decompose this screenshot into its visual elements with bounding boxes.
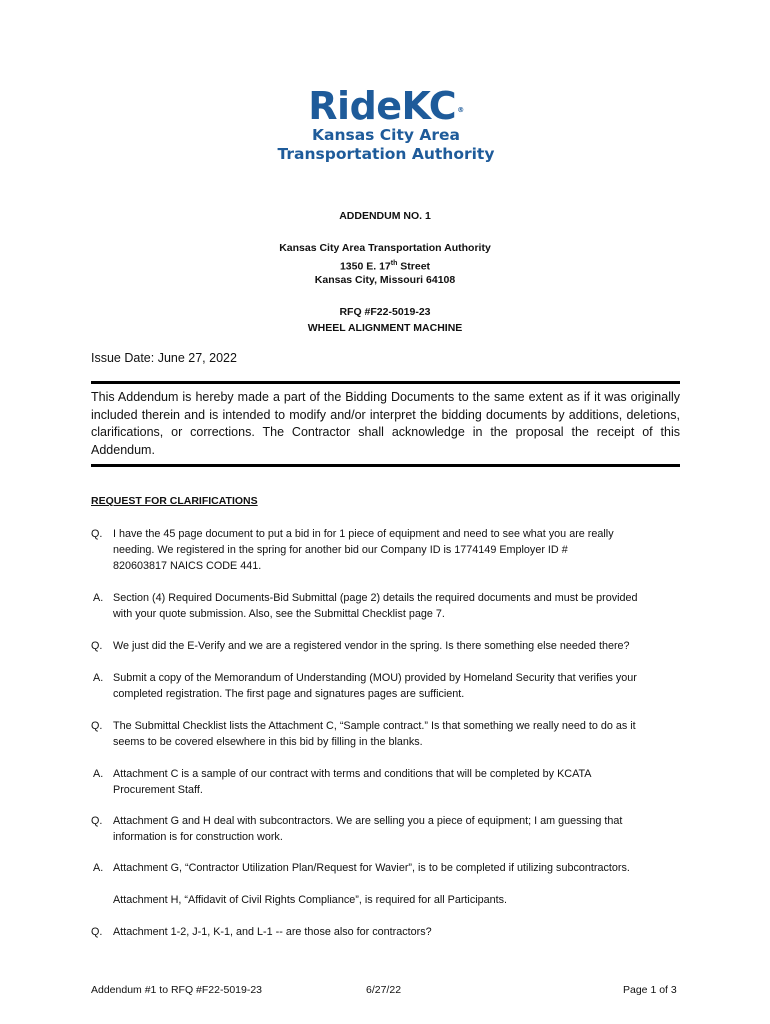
intro-paragraph: This Addendum is hereby made a part of the Bidding Documents to the same extent as if it was originally included therein and is intended to modify and/or interpret the bidding documents by additions, deletions, clarifications, or corrections. The Contractor shall acknowledge in the proposal the receipt of this Addendum. <box>91 390 680 457</box>
qa-text-line: Procurement Staff. <box>113 784 203 796</box>
logo-line-2: Transportation Authority <box>277 145 495 163</box>
qa-text-line: seems to be covered elsewhere in this bid by filling in the blanks. <box>113 736 423 748</box>
qa-text-line: completed registration. The first page and signatures pages are sufficient. <box>113 688 465 700</box>
question-label: Q. <box>91 720 103 732</box>
qa-item <box>91 813 691 845</box>
qa-text <box>113 590 691 622</box>
qa-item <box>91 526 691 574</box>
qa-text-line: Attachment 1-2, J-1, K-1, and L-1 -- are those also for contractors? <box>113 926 432 938</box>
project-title: WHEEL ALIGNMENT MACHINE <box>307 322 463 334</box>
qa-text <box>113 670 691 702</box>
footer-left: Addendum #1 to RFQ #F22-5019-23 <box>91 984 263 996</box>
bottom-divider <box>91 464 680 467</box>
qa-item <box>91 638 691 654</box>
question-label: Q. <box>91 926 103 938</box>
qa-text-line: Section (4) Required Documents-Bid Submittal (page 2) details the required documents and must be provided <box>113 592 638 604</box>
qa-item <box>91 670 691 702</box>
qa-item <box>91 892 691 908</box>
qa-item <box>91 718 691 750</box>
addendum-title: ADDENDUM NO. 1 <box>339 210 431 222</box>
org-name: Kansas City Area Transportation Authority <box>279 242 491 254</box>
qa-text <box>113 813 691 845</box>
qa-text <box>113 860 691 876</box>
qa-item <box>91 924 691 940</box>
qa-text <box>113 924 691 940</box>
answer-label: A. <box>93 672 104 684</box>
qa-text-line: Attachment C is a sample of our contract with terms and conditions that will be completed by KCATA <box>113 768 592 780</box>
qa-text <box>113 638 691 654</box>
ridekc-logo <box>275 86 497 164</box>
qa-text-line: Attachment G, “Contractor Utilization Plan/Request for Wavier”, is to be completed if utilizing subcontractors. <box>113 862 630 874</box>
answer-label: A. <box>93 768 104 780</box>
section-title: REQUEST FOR CLARIFICATIONS <box>91 495 258 507</box>
rfq-number: RFQ #F22-5019-23 <box>339 306 431 318</box>
qa-text-line: Submit a copy of the Memorandum of Understanding (MOU) provided by Homeland Security that verifies your <box>113 672 637 684</box>
footer-date: 6/27/22 <box>366 984 402 996</box>
top-divider <box>91 381 680 384</box>
qa-text <box>113 766 691 798</box>
answer-label: A. <box>93 592 104 604</box>
logo-brand: RideKC® <box>308 84 464 128</box>
qa-text-line: Attachment H, “Affidavit of Civil Rights Compliance”, is required for all Participants. <box>113 894 508 906</box>
qa-text-line: with your quote submission. Also, see the Submittal Checklist page 7. <box>113 608 445 620</box>
qa-item <box>91 766 691 798</box>
qa-text <box>113 718 691 750</box>
qa-item <box>91 860 691 876</box>
qa-text-line: 820603817 NAICS CODE 441. <box>113 560 262 572</box>
qa-item <box>91 590 691 622</box>
question-label: Q. <box>91 640 103 652</box>
qa-text <box>113 892 691 908</box>
street-address: 1350 E. 17th Street <box>339 260 431 273</box>
question-label: Q. <box>91 528 103 540</box>
footer-page-number: Page 1 of 3 <box>623 984 677 996</box>
qa-text-line: I have the 45 page document to put a bid in for 1 piece of equipment and need to see what you are really <box>113 528 614 540</box>
qa-text-line: We just did the E-Verify and we are a registered vendor in the spring. Is there something else needed there? <box>113 640 630 652</box>
answer-label: A. <box>93 862 104 874</box>
qa-text-line: needing. We registered in the spring for another bid our Company ID is 1774149 Employer ID # <box>113 544 568 556</box>
qa-text-line: Attachment G and H deal with subcontractors. We are selling you a piece of equipment; I am guessing that <box>113 815 623 827</box>
qa-text <box>113 526 691 574</box>
question-label: Q. <box>91 815 103 827</box>
qa-text-line: information is for construction work. <box>113 831 283 843</box>
logo-line-1: Kansas City Area <box>311 126 461 144</box>
issue-date: Issue Date: June 27, 2022 <box>91 351 237 365</box>
city-address: Kansas City, Missouri 64108 <box>314 274 456 286</box>
qa-text-line: The Submittal Checklist lists the Attachment C, “Sample contract.” Is that something we really need to do as it <box>113 720 636 732</box>
